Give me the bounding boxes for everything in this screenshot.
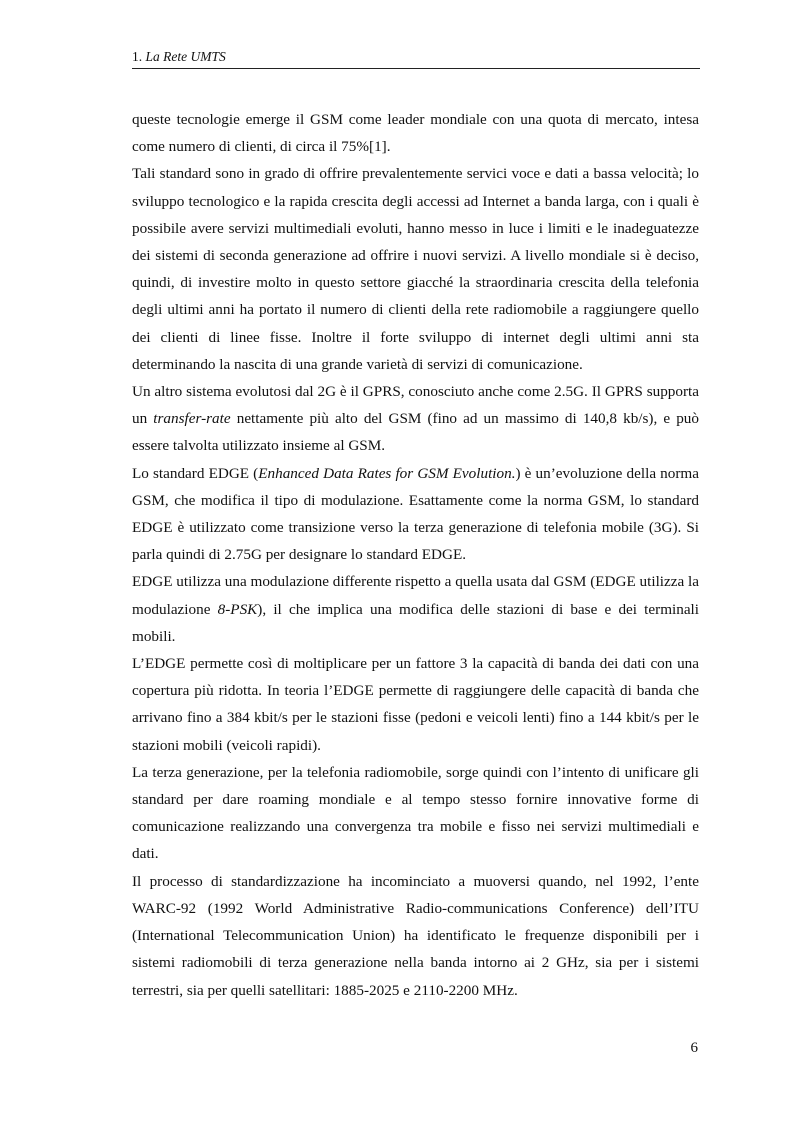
running-header bbox=[132, 49, 698, 65]
paragraph-4 bbox=[132, 460, 699, 569]
body-text bbox=[132, 106, 699, 1004]
paragraph-3-emphasis: transfer-rate bbox=[153, 410, 231, 428]
chapter-title: La Rete UMTS bbox=[145, 49, 226, 64]
paragraph-5-text-b: ), il che implica una modifica delle stazioni di base e dei terminali mobili. bbox=[132, 600, 700, 645]
paragraph-4-text-a: Lo standard EDGE ( bbox=[132, 464, 259, 482]
paragraph-3-text-a: Un altro sistema evolutosi dal 2G è il GPRS, conosciuto anche come 2.5G. Il GPRS supporta un bbox=[132, 383, 699, 428]
paragraph-5-emphasis: 8-PSK bbox=[217, 600, 258, 618]
paragraph-4-text-b: ) è un’evoluzione della norma GSM, che modifica il tipo di modulazione. Esattamente come la norma GSM, lo standard EDGE è utilizzato come transizione verso la terza generazione di telefonia mobile (3G). Si parla quindi di 2.75G per designare lo standard EDGE. bbox=[132, 464, 699, 564]
page-number: 6 bbox=[690, 1040, 698, 1056]
paragraph-6: L’EDGE permette così di moltiplicare per un fattore 3 la capacità di banda dei dati con una copertura più ridotta. In teoria l’EDGE permette di raggiungere delle capacità di banda che arrivano fino a 384 kbit/s per le stazioni fisse (pedoni e veicoli lenti) fino a 144 kbit/s per le stazioni mobili (veicoli rapidi). bbox=[132, 655, 699, 754]
header-divider bbox=[132, 68, 700, 69]
paragraph-2: Tali standard sono in grado di offrire prevalentemente servici voce e dati a bassa velocità; lo sviluppo tecnologico e la rapida crescita degli accessi ad Internet a banda larga, con i quali è possibile avere servizi multimediali evoluti, hanno messo in luce i limiti e le inadeguatezze dei sistemi di seconda generazione ad offrire i nuovi servizi. A livello mondiale si è deciso, quindi, di investire molto in questo settore giacché la straordinaria crescita della telefonia degli ultimi anni ha portato il numero di clienti della rete radiomobile a raggiungere quello dei clienti di linee fisse. Inoltre il forte sviluppo di internet degli ultimi anni sta determinando la nascita di una grande varietà di servizi di comunicazione. bbox=[132, 165, 699, 373]
paragraph-8: Il processo di standardizzazione ha incominciato a muoversi quando, nel 1992, l’ente WARC-92 (1992 World Administrative Radio-communications Conference) dell’ITU (International Telecommunication Union) ha identificato le frequenze disponibili per i sistemi radiomobili di terza generazione nella banda intorno ai 2 GHz, sia per i sistemi terrestri, sia per quelli satellitari: 1885-2025 e 2110-2200 MHz. bbox=[132, 872, 699, 999]
paragraph-5-text-a: EDGE utilizza una modulazione differente rispetto a quella usata dal GSM (EDGE utilizza la modulazione bbox=[132, 573, 699, 618]
paragraph-3-text-b: nettamente più alto del GSM (fino ad un massimo di 140,8 kb/s), e può essere talvolta utilizzato insieme al GSM. bbox=[132, 410, 699, 455]
paragraph-7: La terza generazione, per la telefonia radiomobile, sorge quindi con l’intento di unificare gli standard per dare roaming mondiale e al tempo stesso fornire innovative forme di comunicazione realizzando una convergenza tra mobile e fisso nei servizi multimediali e dati. bbox=[132, 763, 699, 863]
chapter-number: 1. bbox=[132, 49, 143, 64]
paragraph-3 bbox=[132, 378, 699, 460]
paragraph-1: queste tecnologie emerge il GSM come leader mondiale con una quota di mercato, intesa come numero di clienti, di circa il 75%[1]. bbox=[132, 111, 699, 156]
paragraph-5 bbox=[132, 568, 699, 650]
paragraph-4-emphasis: Enhanced Data Rates for GSM Evolution. bbox=[258, 464, 516, 482]
